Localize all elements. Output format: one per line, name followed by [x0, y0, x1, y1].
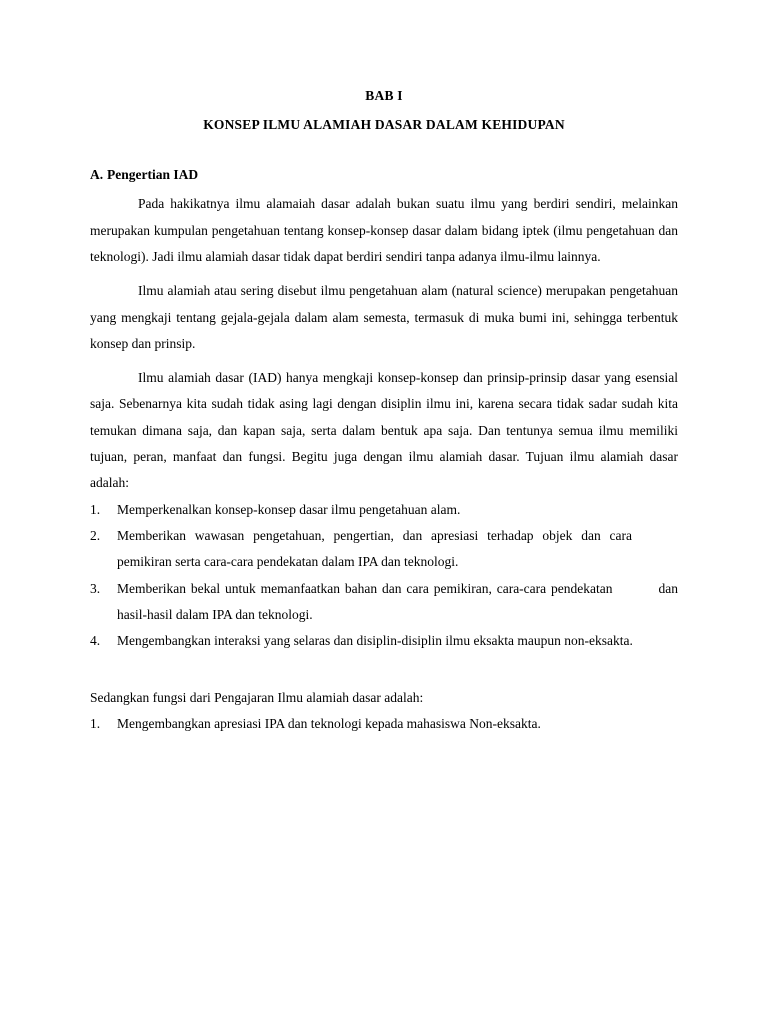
section-label: A.: [90, 166, 104, 182]
list-item-text-cont: pemikiran serta cara-cara pendekatan dalam IPA dan teknologi.: [117, 554, 459, 570]
list-item-text: Mengembangkan apresiasi IPA dan teknologi kepada mahasiswa Non-eksakta.: [117, 715, 541, 731]
paragraph-3: Ilmu alamiah dasar (IAD) hanya mengkaji konsep-konsep dan prinsip-prinsip dasar yang esensial saja. Sebenarnya kita sudah tidak asing lagi dengan disiplin ilmu ini, karena secara tidak sadar sudah kita temukan dimana saja, dan kapan saja, serta dalam bentuk apa saja. Dan tentunya semua ilmu memiliki tujuan, peran, manfaat dan fungsi. Begitu juga dengan ilmu alamiah dasar. Tujuan ilmu alamiah dasar adalah:: [90, 370, 678, 491]
chapter-title: BAB I: [365, 88, 403, 103]
list-item: [90, 523, 678, 576]
list-marker: 1.: [90, 501, 101, 517]
functions-intro: Sedangkan fungsi dari Pengajaran Ilmu alamiah dasar adalah:: [90, 689, 424, 705]
list-item: [90, 628, 678, 654]
paragraph-spacer: [90, 655, 678, 677]
chapter-subtitle: KONSEP ILMU ALAMIAH DASAR DALAM KEHIDUPAN: [203, 116, 565, 132]
list-marker: 4.: [90, 633, 101, 649]
list-item-text-cont: dan hasil-hasil dalam IPA dan teknologi.: [117, 580, 678, 622]
paragraph-1: Pada hakikatnya ilmu alamaiah dasar adalah bukan suatu ilmu yang berdiri sendiri, melainkan merupakan kumpulan pengetahuan tentang konsep-konsep dasar dalam bidang iptek (ilmu pengetahuan dan teknologi). Jadi ilmu alamiah dasar tidak dapat berdiri sendiri tanpa adanya ilmu-ilmu lainnya.: [90, 196, 678, 264]
paragraph-2: Ilmu alamiah atau sering disebut ilmu pengetahuan alam (natural science) merupakan pengetahuan yang mengkaji tentang gejala-gejala dalam alam semesta, termasuk di muka bumi ini, sehingga terbentuk konsep dan prinsip.: [90, 283, 678, 351]
list-item: [90, 497, 678, 523]
list-marker: 2.: [90, 528, 101, 544]
list-item-text: Mengembangkan interaksi yang selaras dan disiplin-disiplin ilmu eksakta maupun non-eksakta.: [117, 633, 633, 649]
list-item: [90, 711, 678, 737]
list-item: [90, 576, 678, 629]
list-item-text: Memberikan wawasan pengetahuan, pengertian, dan apresiasi terhadap objek dan cara: [117, 528, 632, 544]
list-item-text: Memberikan bekal untuk memanfaatkan bahan dan cara pemikiran, cara-cara pendekatan: [117, 580, 613, 596]
list-marker: 1.: [90, 715, 101, 731]
goals-list: [90, 497, 678, 655]
section-heading: [90, 166, 678, 184]
functions-list: [90, 711, 678, 737]
list-marker: 3.: [90, 580, 101, 596]
list-item-text: Memperkenalkan konsep-konsep dasar ilmu pengetahuan alam.: [117, 501, 461, 517]
section-title: Pengertian IAD: [107, 166, 199, 182]
